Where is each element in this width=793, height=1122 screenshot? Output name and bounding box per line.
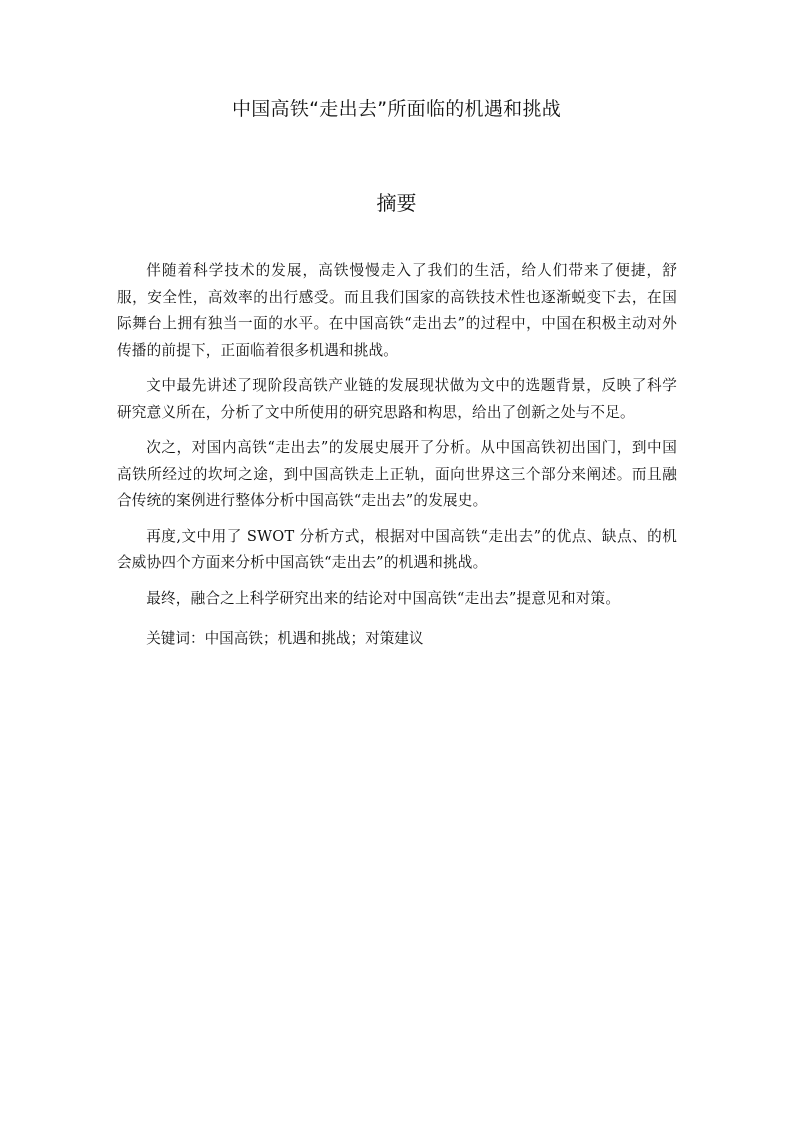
abstract-paragraph: 再度,文中用了 SWOT 分析方式，根据对中国高铁“走出去”的优点、缺点、的机会威协四个方面来分析中国高铁“走出去”的机遇和挑战。 — [117, 527, 677, 571]
abstract-heading: 摘要 — [376, 191, 417, 215]
abstract-paragraph: 次之，对国内高铁“走出去”的发展史展开了分析。从中国高铁初出国门，到中国高铁所经过的坎坷之途，到中国高铁走上正轨，面向世界这三个部分来阐述。而且融合传统的案例进行整体分析中国高铁“走出去”的发展史。 — [117, 439, 677, 509]
abstract-paragraph: 伴随着科学技术的发展，高铁慢慢走入了我们的生活，给人们带来了便捷，舒服，安全性，高效率的出行感受。而且我们国家的高铁技术性也逐渐蜕变下去，在国际舞台上拥有独当一面的水平。在中国高铁“走出去”的过程中，中国在积极主动对外传播的前提下，正面临着很多机遇和挑战。 — [117, 262, 677, 359]
document-title: 中国高铁“走出去”所面临的机遇和挑战 — [231, 98, 562, 120]
abstract-paragraph: 文中最先讲述了现阶段高铁产业链的发展现状做为文中的选题背景，反映了科学研究意义所在，分析了文中所使用的研究思路和构思，给出了创新之处与不足。 — [117, 377, 677, 421]
abstract-paragraph: 最终，融合之上科学研究出来的结论对中国高铁“走出去”提意见和对策。 — [146, 589, 621, 607]
keywords-line: 关键词：中国高铁；机遇和挑战；对策建议 — [146, 630, 424, 647]
abstract-body — [117, 258, 677, 653]
